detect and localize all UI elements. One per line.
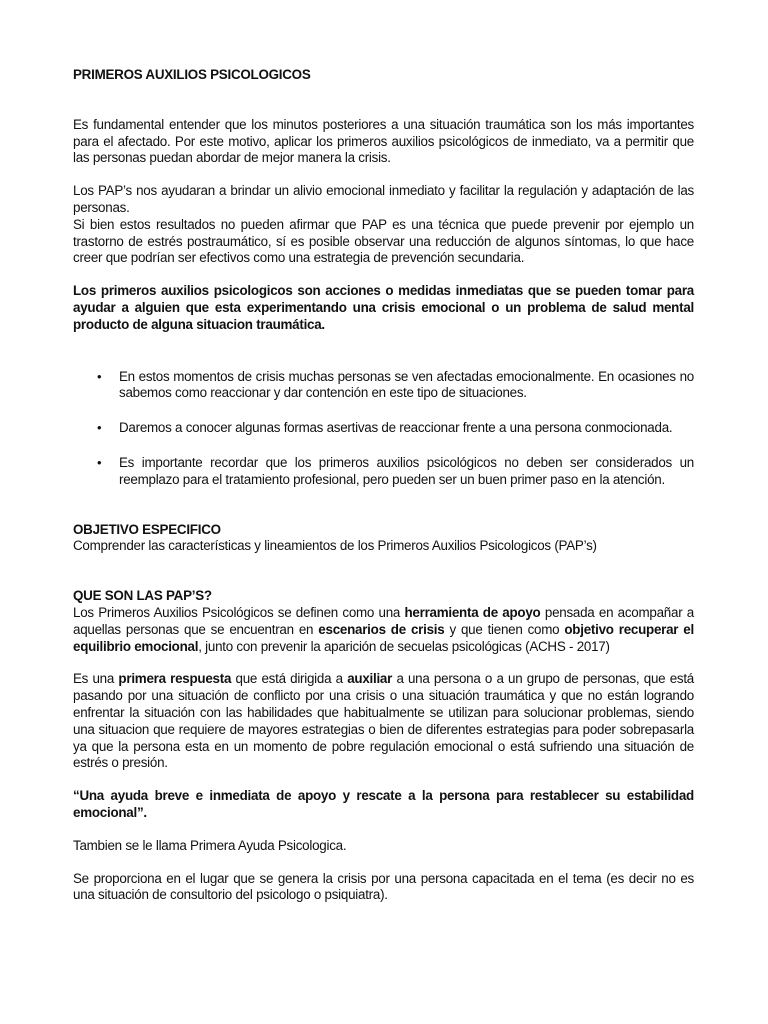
bullet-text: Daremos a conocer algunas formas asertivas de reaccionar frente a una persona conmocionada.	[119, 420, 673, 436]
que-son-paragraph-3: Tambien se le llama Primera Ayuda Psicologica.	[73, 837, 347, 853]
objetivo-heading: OBJETIVO ESPECIFICO	[73, 521, 221, 537]
bullet-item	[73, 455, 694, 489]
que-son-heading: QUE SON LAS PAP’S?	[73, 588, 212, 604]
intro-paragraph-1: Es fundamental entender que los minutos posteriores a una situación traumática son los más importantes para el afectado. Por este motivo, aplicar los primeros auxilios psicológicos de inmediato, va a permitir que las personas puedan abordar de mejor manera la crisis.	[73, 116, 694, 166]
document-title: PRIMEROS AUXILIOS PSICOLOGICOS	[73, 67, 311, 82]
bullet-icon: •	[97, 420, 102, 436]
objetivo-text: Comprender las características y lineamientos de los Primeros Auxilios Psicologicos (PAP’s)	[73, 538, 597, 554]
bullet-icon: •	[97, 454, 102, 470]
bullet-item	[73, 420, 694, 437]
que-son-paragraph-2: Es una primera respuesta que está dirigida a auxiliar a una persona o a un grupo de personas, que está pasando por una situación de conflicto por una crisis o una situación traumática y que no están logrando enfrentar la situación con las habilidades que habitualmente se utilizan para solucionar problemas, siendo una situacion que requiere de mayores estrategias o bien de diferentes estrategias para poder sobrepasarla ya que la persona esta en un momento de pobre regulación emocional o está sufriendo una situación de estrés o presión.	[73, 671, 694, 771]
bullet-icon: •	[97, 368, 102, 384]
definition-bold-paragraph: Los primeros auxilios psicologicos son acciones o medidas inmediatas que se pueden tomar para ayudar a alguien que esta experimentando una crisis emocional o un problema de salud mental producto de alguna situacion traumática.	[73, 283, 694, 332]
bullet-list	[73, 369, 694, 489]
que-son-paragraph-1: Los Primeros Auxilios Psicológicos se definen como una herramienta de apoyo pensada en acompañar a aquellas personas que se encuentran en escenarios de crisis y que tienen como objetivo recuperar el equilibrio emocional, junto con prevenir la aparición de secuelas psicológicas (ACHS - 2017)	[73, 604, 694, 654]
bullet-item	[73, 369, 694, 403]
intro-paragraph-2: Los PAP’s nos ayudaran a brindar un alivio emocional inmediato y facilitar la regulación y adaptación de las personas.	[73, 183, 694, 215]
intro-paragraph-3: Si bien estos resultados no pueden afirmar que PAP es una técnica que puede prevenir por ejemplo un trastorno de estrés postraumático, sí es posible observar una reducción de algunos síntomas, lo que hace creer que podrían ser efectivos como una estrategia de prevención secundaria.	[73, 216, 694, 266]
document-page	[73, 67, 694, 904]
quote-paragraph: “Una ayuda breve e inmediata de apoyo y rescate a la persona para restablecer su estabilidad emocional”.	[73, 788, 694, 820]
bullet-text: Es importante recordar que los primeros auxilios psicológicos no deben ser considerados un reemplazo para el tratamiento profesional, pero pueden ser un buen primer paso en la atención.	[119, 454, 694, 487]
bullet-text: En estos momentos de crisis muchas personas se ven afectadas emocionalmente. En ocasiones no sabemos como reaccionar y dar contención en este tipo de situaciones.	[119, 368, 694, 401]
que-son-paragraph-4: Se proporciona en el lugar que se genera la crisis por una persona capacitada en el tema (es decir no es una situación de consultorio del psicologo o psiquiatra).	[73, 870, 694, 903]
